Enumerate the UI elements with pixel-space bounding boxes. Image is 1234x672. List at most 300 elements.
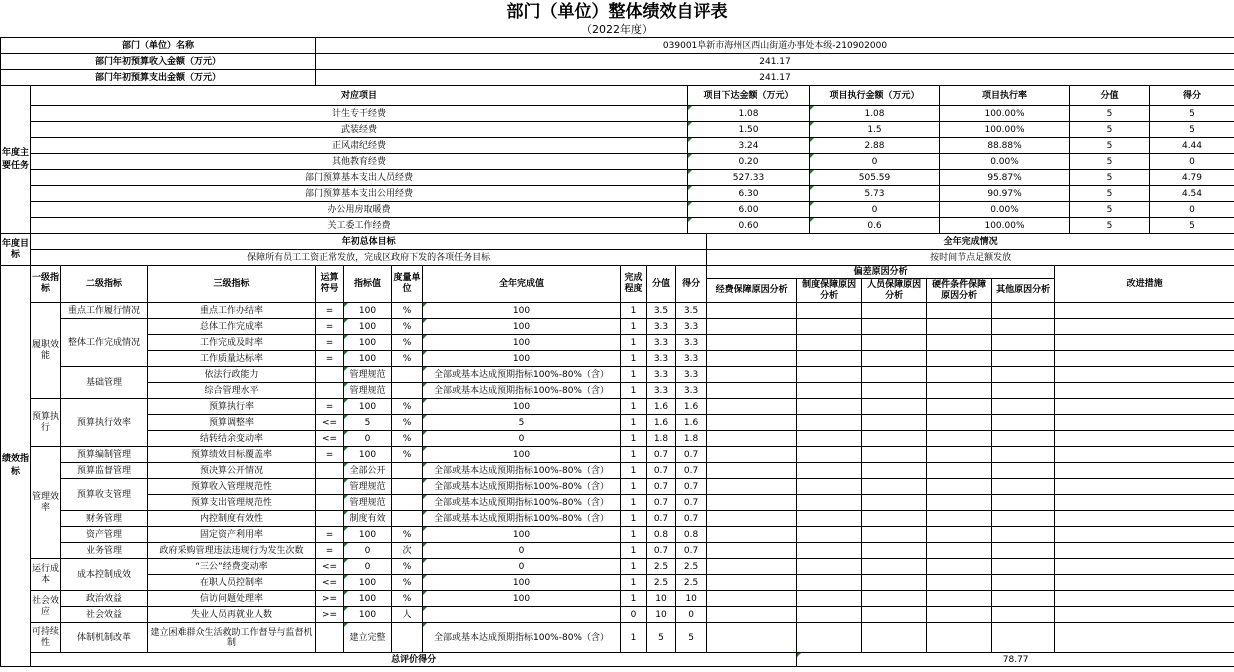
indicator-level3[interactable]: 在职人员控制率 [148,575,316,591]
task-issued[interactable]: 6.30 [688,186,810,202]
indicator-target[interactable]: 100 [344,399,392,415]
indicator-unit[interactable] [392,623,423,653]
task-name[interactable]: 正风肃纪经费 [31,138,688,154]
indicator-measures[interactable] [1055,607,1234,623]
indicator-score-value[interactable]: 3.5 [647,303,676,319]
indicator-level3[interactable]: 政府采购管理违法违规行为发生次数 [148,543,316,559]
indicator-score[interactable]: 0.7 [676,447,707,463]
task-score-value[interactable]: 5 [1070,202,1150,218]
indicator-level3[interactable]: 总体工作完成率 [148,319,316,335]
indicator-dev-system[interactable] [797,479,862,495]
indicator-measures[interactable] [1055,351,1234,367]
indicator-dev-hardware[interactable] [927,319,992,335]
indicator-target[interactable]: 建立完整 [344,623,392,653]
indicator-operator[interactable]: <= [316,559,344,575]
indicator-dev-funding[interactable] [707,319,797,335]
indicator-annual[interactable]: 全部或基本达成预期指标100%-80%（含） [423,383,621,399]
indicator-dev-hardware[interactable] [927,367,992,383]
indicator-unit[interactable]: % [392,303,423,319]
indicator-operator[interactable]: = [316,543,344,559]
indicator-target[interactable]: 100 [344,527,392,543]
indicator-dev-funding[interactable] [707,431,797,447]
indicator-annual[interactable]: 全部或基本达成预期指标100%-80%（含） [423,623,621,653]
indicator-degree[interactable]: 1 [621,319,647,335]
indicator-level3[interactable]: 预算收入管理规范性 [148,479,316,495]
task-name[interactable]: 计生专干经费 [31,106,688,122]
indicator-measures[interactable] [1055,399,1234,415]
indicator-dev-system[interactable] [797,415,862,431]
indicator-unit[interactable]: 次 [392,543,423,559]
indicator-dev-funding[interactable] [707,623,797,653]
indicator-dev-staff[interactable] [862,591,927,607]
indicator-target[interactable]: 100 [344,447,392,463]
indicator-dev-funding[interactable] [707,575,797,591]
indicator-dev-funding[interactable] [707,495,797,511]
indicator-dev-funding[interactable] [707,463,797,479]
indicator-annual[interactable]: 100 [423,303,621,319]
indicator-level3[interactable]: 预算绩效目标覆盖率 [148,447,316,463]
task-issued[interactable]: 3.24 [688,138,810,154]
task-issued[interactable]: 0.20 [688,154,810,170]
indicator-dev-hardware[interactable] [927,495,992,511]
indicator-degree[interactable]: 1 [621,399,647,415]
task-issued[interactable]: 6.00 [688,202,810,218]
task-score[interactable]: 4.44 [1150,138,1234,154]
indicator-degree[interactable]: 1 [621,415,647,431]
indicator-dev-hardware[interactable] [927,479,992,495]
indicator-annual[interactable]: 100 [423,399,621,415]
indicator-operator[interactable]: <= [316,575,344,591]
indicator-dev-other[interactable] [992,527,1055,543]
indicator-target[interactable]: 100 [344,351,392,367]
indicator-dev-hardware[interactable] [927,575,992,591]
indicator-dev-system[interactable] [797,447,862,463]
indicator-operator[interactable]: <= [316,431,344,447]
indicator-dev-other[interactable] [992,591,1055,607]
indicator-degree[interactable]: 1 [621,351,647,367]
indicator-level3[interactable]: 综合管理水平 [148,383,316,399]
indicator-score[interactable]: 3.3 [676,319,707,335]
indicator-score[interactable]: 0.7 [676,479,707,495]
indicator-operator[interactable]: = [316,303,344,319]
indicator-dev-system[interactable] [797,591,862,607]
indicator-dev-funding[interactable] [707,303,797,319]
indicator-dev-other[interactable] [992,607,1055,623]
indicator-dev-funding[interactable] [707,479,797,495]
indicator-degree[interactable]: 1 [621,335,647,351]
indicator-level3[interactable]: 固定资产利用率 [148,527,316,543]
indicator-dev-system[interactable] [797,431,862,447]
indicator-degree[interactable]: 1 [621,431,647,447]
goals-initial-text[interactable]: 保障所有员工工资正常发放，完成区政府下发的各项任务目标 [31,250,707,266]
indicator-degree[interactable]: 1 [621,591,647,607]
indicator-measures[interactable] [1055,415,1234,431]
indicator-dev-system[interactable] [797,495,862,511]
indicator-score-value[interactable]: 0.7 [647,479,676,495]
indicator-unit[interactable]: % [392,447,423,463]
indicator-annual[interactable]: 100 [423,575,621,591]
indicator-unit[interactable]: % [392,559,423,575]
indicator-level3[interactable]: 内控制度有效性 [148,511,316,527]
indicator-score[interactable]: 2.5 [676,575,707,591]
indicator-dev-funding[interactable] [707,399,797,415]
indicator-target[interactable]: 100 [344,303,392,319]
indicator-annual[interactable]: 全部或基本达成预期指标100%-80%（含） [423,367,621,383]
task-executed[interactable]: 1.08 [810,106,940,122]
indicator-dev-system[interactable] [797,351,862,367]
indicator-dev-hardware[interactable] [927,463,992,479]
indicator-score[interactable]: 1.6 [676,415,707,431]
indicator-degree[interactable]: 1 [621,495,647,511]
task-executed[interactable]: 0 [810,202,940,218]
indicator-score[interactable]: 3.3 [676,383,707,399]
goals-completion-text[interactable]: 按时间节点足额发放 [707,250,1234,266]
indicator-score[interactable]: 1.8 [676,431,707,447]
indicator-dev-staff[interactable] [862,335,927,351]
indicator-dev-other[interactable] [992,399,1055,415]
indicator-target[interactable]: 100 [344,607,392,623]
indicator-score-value[interactable]: 2.5 [647,575,676,591]
indicator-dev-other[interactable] [992,351,1055,367]
indicator-measures[interactable] [1055,319,1234,335]
task-score[interactable]: 4.54 [1150,186,1234,202]
task-issued[interactable]: 527.33 [688,170,810,186]
indicator-dev-other[interactable] [992,415,1055,431]
indicator-dev-staff[interactable] [862,559,927,575]
indicator-score[interactable]: 0.7 [676,495,707,511]
indicator-degree[interactable]: 1 [621,575,647,591]
indicator-dev-staff[interactable] [862,463,927,479]
indicator-dev-hardware[interactable] [927,559,992,575]
indicator-dev-other[interactable] [992,543,1055,559]
indicator-annual[interactable]: 全部或基本达成预期指标100%-80%（含） [423,479,621,495]
indicator-dev-system[interactable] [797,367,862,383]
indicator-operator[interactable] [316,623,344,653]
indicator-operator[interactable]: <= [316,415,344,431]
indicator-level3[interactable]: 结转结余变动率 [148,431,316,447]
indicator-dev-hardware[interactable] [927,623,992,653]
task-issued[interactable]: 0.60 [688,218,810,234]
indicator-level3[interactable]: 预算支出管理规范性 [148,495,316,511]
indicator-score[interactable]: 5 [676,623,707,653]
indicator-operator[interactable] [316,479,344,495]
indicator-measures[interactable] [1055,575,1234,591]
indicator-dev-staff[interactable] [862,415,927,431]
indicator-dev-system[interactable] [797,335,862,351]
indicator-score-value[interactable]: 10 [647,591,676,607]
indicator-dev-funding[interactable] [707,335,797,351]
task-score-value[interactable]: 5 [1070,170,1150,186]
indicator-unit[interactable]: % [392,399,423,415]
indicator-dev-hardware[interactable] [927,351,992,367]
task-score-value[interactable]: 5 [1070,138,1150,154]
task-executed[interactable]: 5.73 [810,186,940,202]
indicator-score[interactable]: 1.6 [676,399,707,415]
indicator-dev-staff[interactable] [862,607,927,623]
indicator-measures[interactable] [1055,463,1234,479]
task-executed[interactable]: 2.88 [810,138,940,154]
indicator-score[interactable]: 2.5 [676,559,707,575]
task-rate[interactable]: 90.97% [940,186,1070,202]
indicator-target[interactable]: 100 [344,591,392,607]
indicator-level3[interactable]: 预决算公开情况 [148,463,316,479]
indicator-unit[interactable]: % [392,415,423,431]
indicator-score-value[interactable]: 3.3 [647,351,676,367]
indicator-dev-system[interactable] [797,575,862,591]
indicator-score-value[interactable]: 2.5 [647,559,676,575]
indicator-score[interactable]: 3.3 [676,335,707,351]
indicator-level3[interactable]: 重点工作办结率 [148,303,316,319]
indicator-score[interactable]: 0 [676,607,707,623]
indicator-score[interactable]: 0.7 [676,511,707,527]
indicator-annual[interactable]: 100 [423,591,621,607]
indicator-dev-staff[interactable] [862,431,927,447]
indicator-unit[interactable]: % [392,575,423,591]
indicator-dev-funding[interactable] [707,527,797,543]
indicator-score-value[interactable]: 0.8 [647,527,676,543]
indicator-score-value[interactable]: 0.7 [647,543,676,559]
indicator-dev-funding[interactable] [707,383,797,399]
task-name[interactable]: 武装经费 [31,122,688,138]
indicator-unit[interactable]: % [392,591,423,607]
indicator-target[interactable]: 管理规范 [344,495,392,511]
indicator-unit[interactable] [392,495,423,511]
indicator-dev-staff[interactable] [862,511,927,527]
indicator-target[interactable]: 100 [344,335,392,351]
indicator-dev-hardware[interactable] [927,607,992,623]
indicator-dev-system[interactable] [797,383,862,399]
indicator-level3[interactable]: 预算执行率 [148,399,316,415]
indicator-score-value[interactable]: 0.7 [647,511,676,527]
indicator-score-value[interactable]: 1.6 [647,415,676,431]
indicator-dev-system[interactable] [797,319,862,335]
indicator-level3[interactable]: 信访问题处理率 [148,591,316,607]
indicator-dev-hardware[interactable] [927,543,992,559]
indicator-dev-system[interactable] [797,623,862,653]
indicator-score-value[interactable]: 0.7 [647,447,676,463]
indicator-dev-funding[interactable] [707,415,797,431]
indicator-dev-staff[interactable] [862,319,927,335]
indicator-dev-other[interactable] [992,479,1055,495]
indicator-degree[interactable]: 1 [621,303,647,319]
task-score[interactable]: 4.79 [1150,170,1234,186]
indicator-annual[interactable]: 100 [423,351,621,367]
indicator-unit[interactable] [392,479,423,495]
task-rate[interactable]: 95.87% [940,170,1070,186]
indicator-measures[interactable] [1055,303,1234,319]
indicator-unit[interactable]: 人 [392,607,423,623]
indicator-dev-staff[interactable] [862,479,927,495]
indicator-dev-staff[interactable] [862,383,927,399]
indicator-dev-other[interactable] [992,335,1055,351]
indicator-dev-funding[interactable] [707,351,797,367]
task-name[interactable]: 其他教育经费 [31,154,688,170]
task-rate[interactable]: 100.00% [940,122,1070,138]
indicator-dev-other[interactable] [992,447,1055,463]
indicator-dev-system[interactable] [797,559,862,575]
indicator-dev-system[interactable] [797,527,862,543]
indicator-score[interactable]: 0.7 [676,543,707,559]
indicator-level3[interactable]: “三公”经费变动率 [148,559,316,575]
indicator-dev-other[interactable] [992,623,1055,653]
indicator-dev-staff[interactable] [862,575,927,591]
indicator-measures[interactable] [1055,367,1234,383]
indicator-operator[interactable]: = [316,527,344,543]
indicator-unit[interactable] [392,367,423,383]
indicator-score-value[interactable]: 0.7 [647,463,676,479]
indicator-dev-hardware[interactable] [927,399,992,415]
indicator-dev-other[interactable] [992,495,1055,511]
indicator-operator[interactable]: >= [316,607,344,623]
indicator-target[interactable]: 0 [344,559,392,575]
indicator-dev-other[interactable] [992,575,1055,591]
indicator-dev-other[interactable] [992,303,1055,319]
indicator-dev-hardware[interactable] [927,415,992,431]
indicator-target[interactable]: 100 [344,575,392,591]
indicator-dev-staff[interactable] [862,303,927,319]
indicator-measures[interactable] [1055,527,1234,543]
indicator-score-value[interactable]: 3.3 [647,383,676,399]
indicator-measures[interactable] [1055,479,1234,495]
indicator-operator[interactable]: = [316,399,344,415]
task-name[interactable]: 部门预算基本支出公用经费 [31,186,688,202]
indicator-dev-system[interactable] [797,543,862,559]
task-score[interactable]: 0 [1150,202,1234,218]
task-score[interactable]: 5 [1150,122,1234,138]
indicator-dev-funding[interactable] [707,607,797,623]
task-rate[interactable]: 88.88% [940,138,1070,154]
indicator-annual[interactable]: 100 [423,527,621,543]
task-executed[interactable]: 0 [810,154,940,170]
indicator-unit[interactable]: % [392,351,423,367]
indicator-score-value[interactable]: 0.7 [647,495,676,511]
task-name[interactable]: 关工委工作经费 [31,218,688,234]
indicator-dev-hardware[interactable] [927,303,992,319]
indicator-dev-other[interactable] [992,463,1055,479]
indicator-unit[interactable]: % [392,319,423,335]
indicator-degree[interactable]: 1 [621,479,647,495]
indicator-measures[interactable] [1055,447,1234,463]
indicator-score[interactable]: 0.8 [676,527,707,543]
indicator-score-value[interactable]: 5 [647,623,676,653]
indicator-target[interactable]: 100 [344,319,392,335]
task-name[interactable]: 办公用房取暖费 [31,202,688,218]
indicator-annual[interactable]: 100 [423,447,621,463]
indicator-score-value[interactable]: 3.3 [647,367,676,383]
indicator-measures[interactable] [1055,335,1234,351]
header-value[interactable]: 039001阜新市海州区西山街道办事处本级-210902000 [316,38,1234,54]
indicator-score-value[interactable]: 1.8 [647,431,676,447]
indicator-dev-system[interactable] [797,303,862,319]
indicator-unit[interactable]: % [392,527,423,543]
indicator-degree[interactable]: 1 [621,543,647,559]
indicator-degree[interactable]: 1 [621,511,647,527]
indicator-dev-staff[interactable] [862,623,927,653]
task-rate[interactable]: 0.00% [940,154,1070,170]
indicator-dev-staff[interactable] [862,351,927,367]
indicator-degree[interactable]: 1 [621,447,647,463]
indicator-operator[interactable] [316,511,344,527]
indicator-unit[interactable] [392,463,423,479]
indicator-operator[interactable]: = [316,335,344,351]
indicator-score-value[interactable]: 1.6 [647,399,676,415]
indicator-operator[interactable]: = [316,351,344,367]
indicator-target[interactable]: 制度有效 [344,511,392,527]
indicator-score[interactable]: 3.3 [676,351,707,367]
indicator-score[interactable]: 3.5 [676,303,707,319]
indicator-annual[interactable]: 全部或基本达成预期指标100%-80%（含） [423,463,621,479]
indicator-level3[interactable]: 失业人员再就业人数 [148,607,316,623]
task-score-value[interactable]: 5 [1070,218,1150,234]
indicator-target[interactable]: 管理规范 [344,367,392,383]
task-name[interactable]: 部门预算基本支出人员经费 [31,170,688,186]
indicator-annual[interactable]: 0 [423,559,621,575]
indicator-annual[interactable]: 0 [423,543,621,559]
indicator-annual[interactable]: 100 [423,319,621,335]
indicator-level3[interactable]: 建立困难群众生活救助工作督导与监督机制 [148,623,316,653]
indicator-operator[interactable]: >= [316,591,344,607]
header-value[interactable]: 241.17 [316,54,1234,70]
indicator-degree[interactable]: 1 [621,367,647,383]
indicator-target[interactable]: 0 [344,543,392,559]
task-score-value[interactable]: 5 [1070,122,1150,138]
indicator-dev-system[interactable] [797,607,862,623]
task-score-value[interactable]: 5 [1070,106,1150,122]
indicator-target[interactable]: 全部公开 [344,463,392,479]
indicator-level3[interactable]: 依法行政能力 [148,367,316,383]
task-executed[interactable]: 1.5 [810,122,940,138]
indicator-dev-other[interactable] [992,367,1055,383]
indicator-score-value[interactable]: 10 [647,607,676,623]
indicator-score-value[interactable]: 3.3 [647,319,676,335]
indicator-annual[interactable] [423,607,621,623]
indicator-annual[interactable]: 100 [423,335,621,351]
indicator-measures[interactable] [1055,495,1234,511]
indicator-dev-hardware[interactable] [927,431,992,447]
indicator-target[interactable]: 5 [344,415,392,431]
indicator-measures[interactable] [1055,591,1234,607]
indicator-dev-funding[interactable] [707,367,797,383]
indicator-degree[interactable]: 1 [621,559,647,575]
task-rate[interactable]: 100.00% [940,106,1070,122]
indicator-unit[interactable] [392,511,423,527]
indicator-annual[interactable]: 5 [423,415,621,431]
indicator-operator[interactable] [316,495,344,511]
indicator-unit[interactable] [392,383,423,399]
header-value[interactable]: 241.17 [316,70,1234,86]
total-value[interactable]: 78.77 [797,653,1234,667]
task-score[interactable]: 0 [1150,154,1234,170]
indicator-target[interactable]: 0 [344,431,392,447]
indicator-measures[interactable] [1055,559,1234,575]
indicator-measures[interactable] [1055,623,1234,653]
indicator-dev-hardware[interactable] [927,335,992,351]
indicator-dev-staff[interactable] [862,447,927,463]
indicator-degree[interactable]: 1 [621,623,647,653]
indicator-dev-other[interactable] [992,431,1055,447]
indicator-dev-funding[interactable] [707,559,797,575]
indicator-level3[interactable]: 工作完成及时率 [148,335,316,351]
indicator-score-value[interactable]: 3.3 [647,335,676,351]
indicator-dev-funding[interactable] [707,543,797,559]
indicator-dev-staff[interactable] [862,399,927,415]
indicator-dev-system[interactable] [797,463,862,479]
indicator-target[interactable]: 管理规范 [344,479,392,495]
indicator-level3[interactable]: 预算调整率 [148,415,316,431]
indicator-dev-system[interactable] [797,511,862,527]
indicator-level3[interactable]: 工作质量达标率 [148,351,316,367]
indicator-target[interactable]: 管理规范 [344,383,392,399]
